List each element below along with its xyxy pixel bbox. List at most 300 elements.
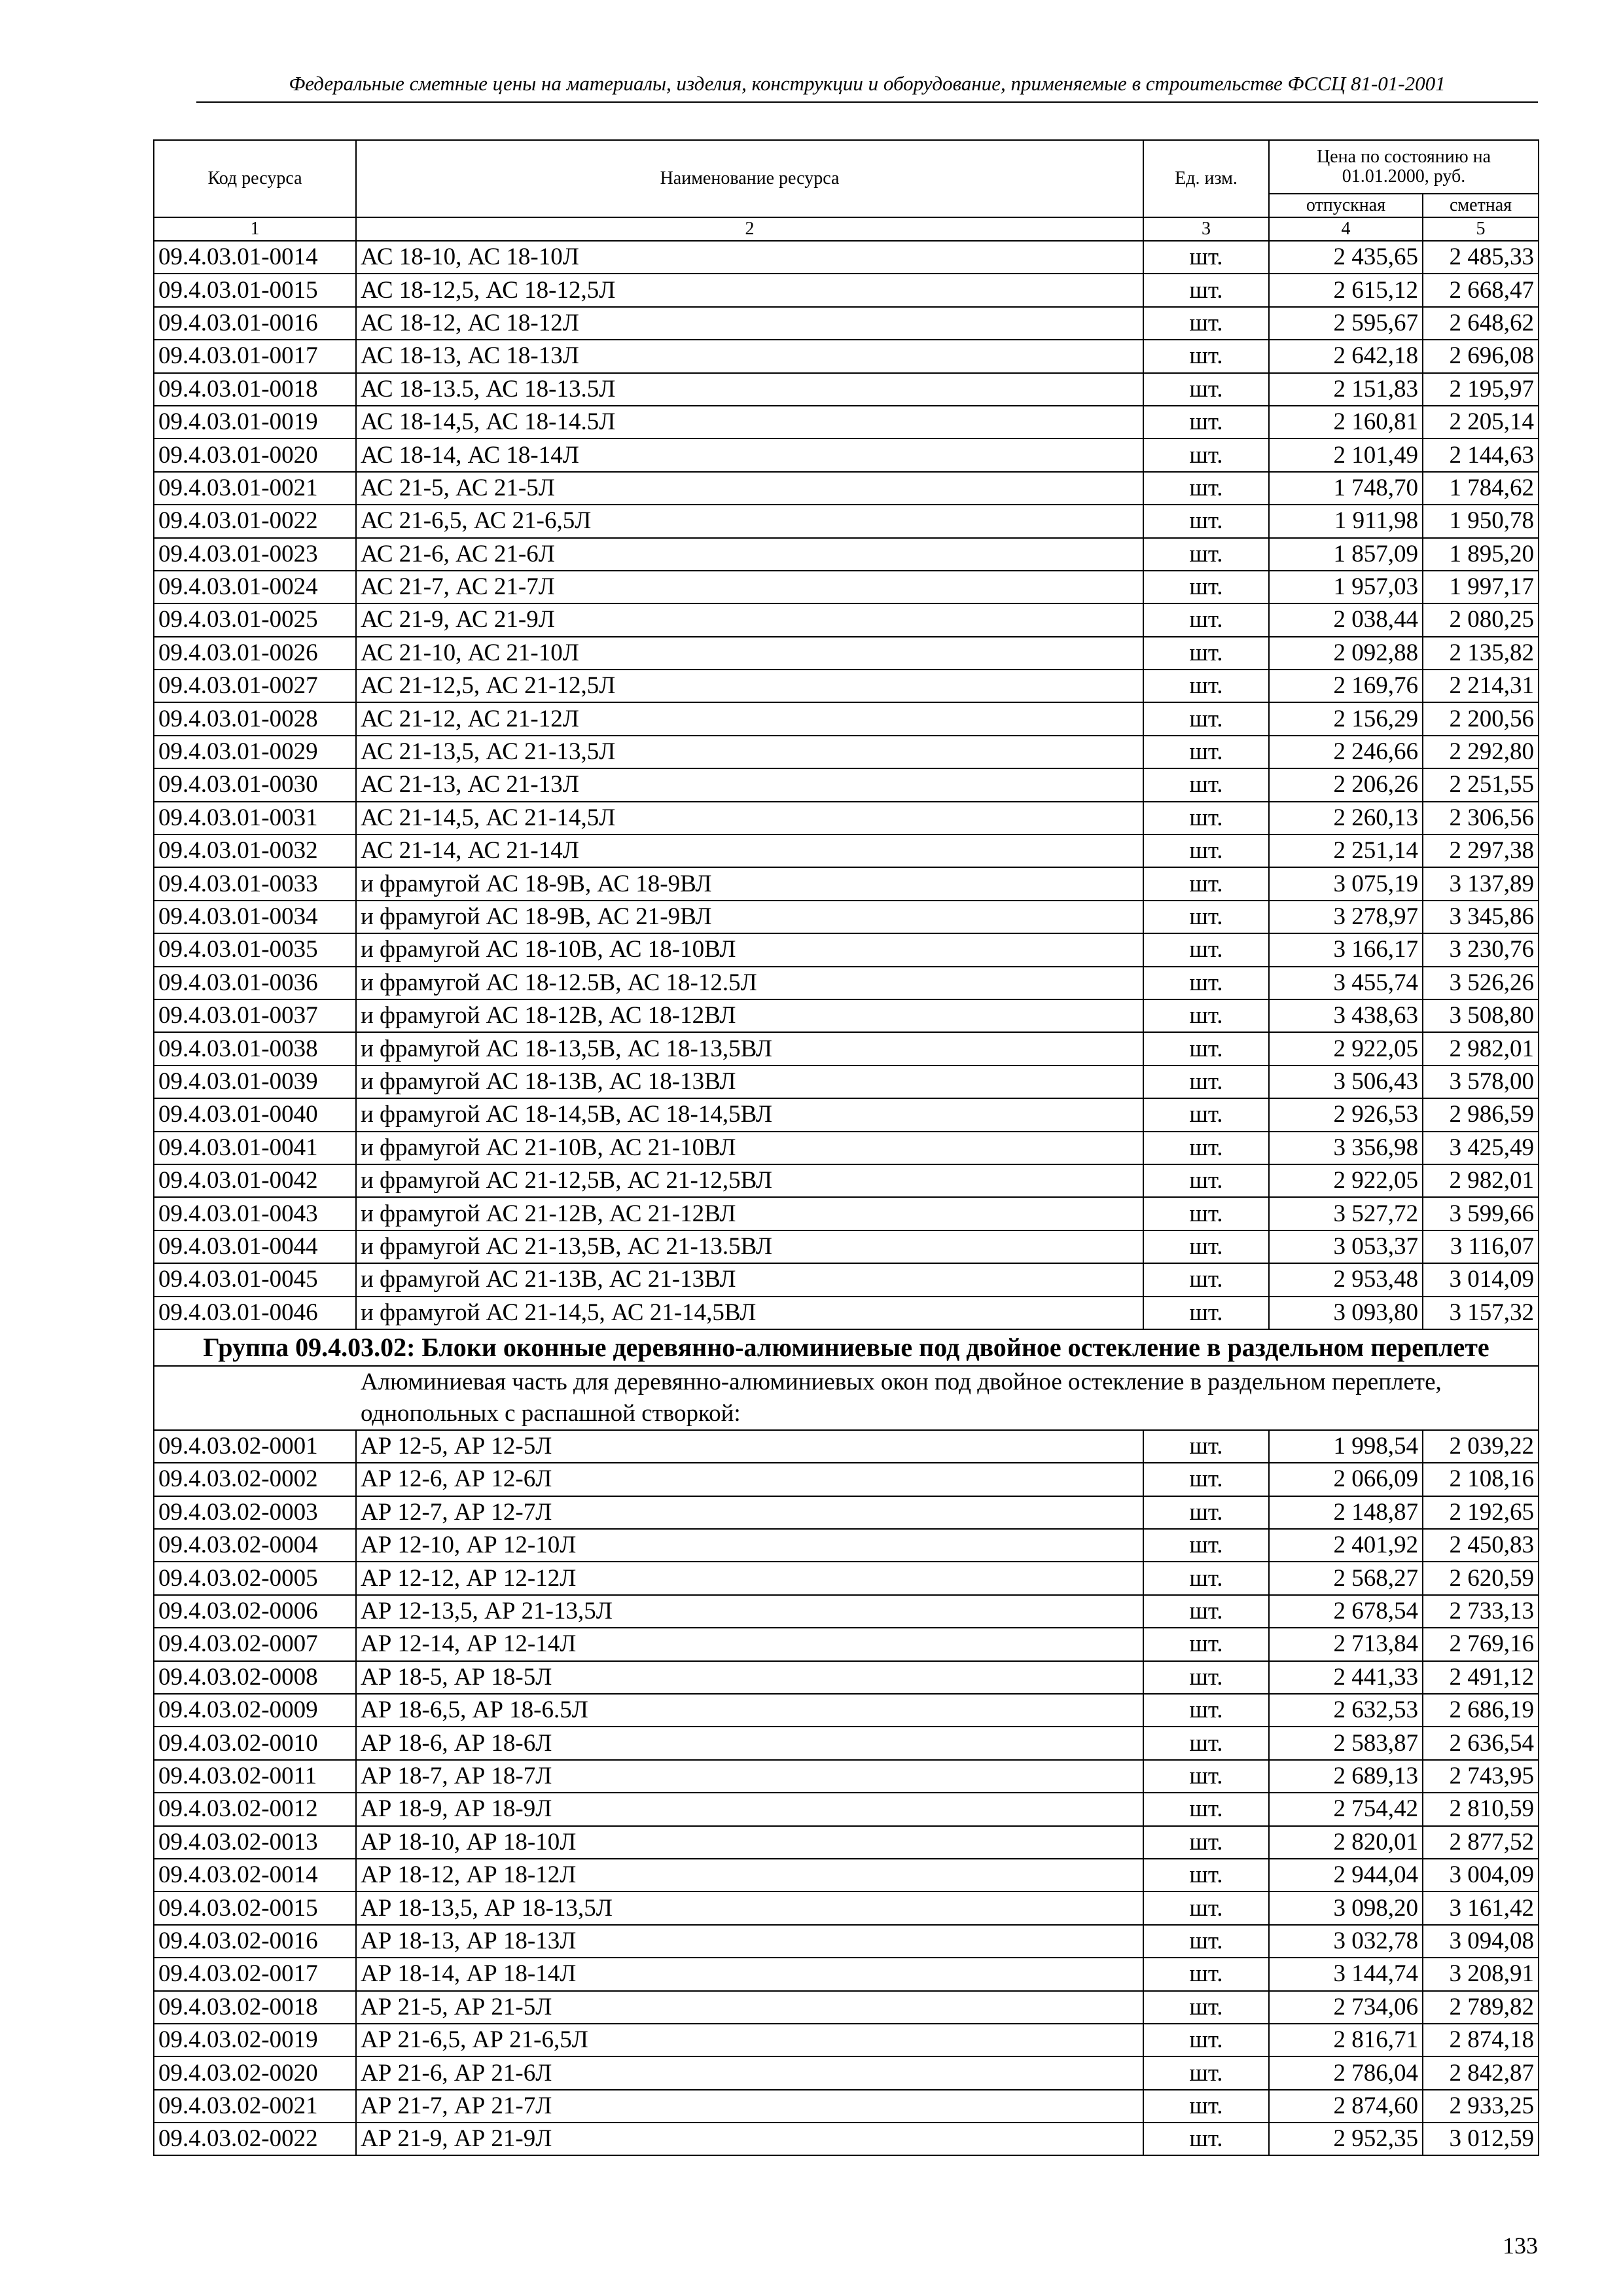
resource-name: АР 18-5, АР 18-5Л	[356, 1661, 1143, 1694]
resource-code: 09.4.03.01-0043	[154, 1197, 356, 1230]
resource-code: 09.4.03.02-0007	[154, 1628, 356, 1660]
estimate-price: 2 636,54	[1423, 1727, 1539, 1759]
resource-code: 09.4.03.01-0027	[154, 670, 356, 702]
release-price: 2 874,60	[1269, 2090, 1423, 2123]
resource-name: АС 21-12,5, АС 21-12,5Л	[356, 670, 1143, 702]
table-row	[154, 768, 1539, 801]
resource-code: 09.4.03.01-0039	[154, 1066, 356, 1098]
release-price: 2 038,44	[1269, 603, 1423, 636]
release-price: 2 820,01	[1269, 1826, 1423, 1859]
estimate-price: 2 306,56	[1423, 802, 1539, 834]
resource-name: АР 18-14, АР 18-14Л	[356, 1958, 1143, 1990]
unit-cell: шт.	[1143, 538, 1269, 571]
col-header-name: Наименование ресурса	[356, 140, 1143, 217]
table-row	[154, 241, 1539, 274]
unit-cell: шт.	[1143, 834, 1269, 867]
table-row	[154, 1263, 1539, 1296]
table-row	[154, 1826, 1539, 1859]
estimate-price: 1 997,17	[1423, 571, 1539, 603]
resource-name: АР 12-10, АР 12-10Л	[356, 1529, 1143, 1562]
estimate-price: 1 784,62	[1423, 472, 1539, 505]
resource-code: 09.4.03.01-0019	[154, 406, 356, 439]
resource-name: АС 21-10, АС 21-10Л	[356, 637, 1143, 670]
estimate-price: 2 842,87	[1423, 2056, 1539, 2089]
estimate-price: 2 668,47	[1423, 274, 1539, 306]
table-row	[154, 1793, 1539, 1825]
resource-name: и фрамугой АС 18-12В, АС 18-12ВЛ	[356, 999, 1143, 1032]
table-row	[154, 736, 1539, 768]
resource-code: 09.4.03.01-0018	[154, 373, 356, 406]
unit-cell: шт.	[1143, 1958, 1269, 1990]
resource-name: АС 21-6,5, АС 21-6,5Л	[356, 505, 1143, 537]
resource-name: и фрамугой АС 21-12В, АС 21-12ВЛ	[356, 1197, 1143, 1230]
resource-name: АС 18-12,5, АС 18-12,5Л	[356, 274, 1143, 306]
estimate-price: 2 039,22	[1423, 1430, 1539, 1463]
page-number: 133	[1503, 2233, 1538, 2259]
header-rule	[196, 101, 1538, 103]
estimate-price: 2 450,83	[1423, 1529, 1539, 1562]
release-price: 2 632,53	[1269, 1694, 1423, 1727]
release-price: 2 595,67	[1269, 307, 1423, 340]
resource-code: 09.4.03.01-0015	[154, 274, 356, 306]
resource-name: АС 21-6, АС 21-6Л	[356, 538, 1143, 571]
estimate-price: 2 986,59	[1423, 1098, 1539, 1131]
table-row	[154, 1164, 1539, 1197]
unit-cell: шт.	[1143, 1694, 1269, 1727]
release-price: 2 922,05	[1269, 1032, 1423, 1065]
unit-cell: шт.	[1143, 637, 1269, 670]
release-price: 3 032,78	[1269, 1925, 1423, 1958]
resource-name: АР 12-5, АР 12-5Л	[356, 1430, 1143, 1463]
release-price: 3 438,63	[1269, 999, 1423, 1032]
release-price: 2 435,65	[1269, 241, 1423, 274]
column-number: 3	[1143, 217, 1269, 241]
resource-name: АС 18-13, АС 18-13Л	[356, 340, 1143, 372]
unit-cell: шт.	[1143, 472, 1269, 505]
resource-code: 09.4.03.02-0013	[154, 1826, 356, 1859]
unit-cell: шт.	[1143, 967, 1269, 999]
resource-name: и фрамугой АС 18-13,5В, АС 18-13,5ВЛ	[356, 1032, 1143, 1065]
resource-code: 09.4.03.02-0014	[154, 1859, 356, 1892]
resource-name: АС 21-9, АС 21-9Л	[356, 603, 1143, 636]
resource-code: 09.4.03.01-0046	[154, 1297, 356, 1329]
resource-name: и фрамугой АС 18-9В, АС 21-9ВЛ	[356, 901, 1143, 933]
estimate-price: 2 648,62	[1423, 307, 1539, 340]
col-header-estimate: сметная	[1423, 194, 1539, 217]
estimate-price: 3 345,86	[1423, 901, 1539, 933]
unit-cell: шт.	[1143, 1032, 1269, 1065]
table-row	[154, 472, 1539, 505]
unit-cell: шт.	[1143, 1164, 1269, 1197]
release-price: 2 786,04	[1269, 2056, 1423, 2089]
estimate-price: 2 108,16	[1423, 1463, 1539, 1496]
resource-name: АС 21-13,5, АС 21-13,5Л	[356, 736, 1143, 768]
resource-name: и фрамугой АС 18-13В, АС 18-13ВЛ	[356, 1066, 1143, 1098]
resource-code: 09.4.03.01-0021	[154, 472, 356, 505]
resource-code: 09.4.03.02-0009	[154, 1694, 356, 1727]
resource-name: АР 12-14, АР 12-14Л	[356, 1628, 1143, 1660]
estimate-price: 2 297,38	[1423, 834, 1539, 867]
table-row	[154, 967, 1539, 999]
resource-name: АР 12-7, АР 12-7Л	[356, 1496, 1143, 1529]
resource-name: АР 18-6,5, АР 18-6.5Л	[356, 1694, 1143, 1727]
table-row	[154, 901, 1539, 933]
estimate-price: 3 157,32	[1423, 1297, 1539, 1329]
resource-code: 09.4.03.01-0042	[154, 1164, 356, 1197]
unit-cell: шт.	[1143, 241, 1269, 274]
resource-name: АР 12-6, АР 12-6Л	[356, 1463, 1143, 1496]
release-price: 2 251,14	[1269, 834, 1423, 867]
resource-name: АР 18-7, АР 18-7Л	[356, 1760, 1143, 1793]
table-row	[154, 834, 1539, 867]
resource-code: 09.4.03.01-0031	[154, 802, 356, 834]
table-row	[154, 670, 1539, 702]
resource-code: 09.4.03.02-0006	[154, 1595, 356, 1628]
resource-name: АС 21-14,5, АС 21-14,5Л	[356, 802, 1143, 834]
unit-cell: шт.	[1143, 1263, 1269, 1296]
unit-cell: шт.	[1143, 1230, 1269, 1263]
table-row	[154, 933, 1539, 966]
release-price: 1 857,09	[1269, 538, 1423, 571]
unit-cell: шт.	[1143, 1826, 1269, 1859]
estimate-price: 3 599,66	[1423, 1197, 1539, 1230]
estimate-price: 3 094,08	[1423, 1925, 1539, 1958]
resource-name: АС 18-10, АС 18-10Л	[356, 241, 1143, 274]
estimate-price: 2 874,18	[1423, 2024, 1539, 2056]
table-row	[154, 505, 1539, 537]
resource-code: 09.4.03.01-0037	[154, 999, 356, 1032]
resource-code: 09.4.03.02-0011	[154, 1760, 356, 1793]
table-row	[154, 1727, 1539, 1759]
resource-name: АР 18-9, АР 18-9Л	[356, 1793, 1143, 1825]
table-row	[154, 307, 1539, 340]
estimate-price: 2 686,19	[1423, 1694, 1539, 1727]
unit-cell: шт.	[1143, 802, 1269, 834]
resource-code: 09.4.03.01-0022	[154, 505, 356, 537]
resource-name: АС 21-5, АС 21-5Л	[356, 472, 1143, 505]
estimate-price: 3 014,09	[1423, 1263, 1539, 1296]
unit-cell: шт.	[1143, 1197, 1269, 1230]
table-row	[154, 702, 1539, 735]
resource-code: 09.4.03.01-0020	[154, 439, 356, 471]
table-row	[154, 1197, 1539, 1230]
table-row	[154, 340, 1539, 372]
table-row	[154, 439, 1539, 471]
resource-code: 09.4.03.02-0002	[154, 1463, 356, 1496]
resource-name: и фрамугой АС 18-14,5В, АС 18-14,5ВЛ	[356, 1098, 1143, 1131]
release-price: 2 148,87	[1269, 1496, 1423, 1529]
table-row	[154, 1925, 1539, 1958]
unit-cell: шт.	[1143, 1430, 1269, 1463]
resource-name: АС 21-13, АС 21-13Л	[356, 768, 1143, 801]
resource-code: 09.4.03.01-0024	[154, 571, 356, 603]
resource-name: и фрамугой АС 18-9В, АС 18-9ВЛ	[356, 867, 1143, 900]
unit-cell: шт.	[1143, 1297, 1269, 1329]
unit-cell: шт.	[1143, 603, 1269, 636]
estimate-price: 2 491,12	[1423, 1661, 1539, 1694]
resource-code: 09.4.03.02-0021	[154, 2090, 356, 2123]
resource-name: АР 21-6, АР 21-6Л	[356, 2056, 1143, 2089]
release-price: 3 278,97	[1269, 901, 1423, 933]
unit-cell: шт.	[1143, 1132, 1269, 1164]
resource-code: 09.4.03.01-0034	[154, 901, 356, 933]
table-row	[154, 571, 1539, 603]
unit-cell: шт.	[1143, 373, 1269, 406]
resource-name: и фрамугой АС 21-12,5В, АС 21-12,5ВЛ	[356, 1164, 1143, 1197]
resource-name: АС 18-14, АС 18-14Л	[356, 439, 1143, 471]
estimate-price: 2 214,31	[1423, 670, 1539, 702]
estimate-price: 2 144,63	[1423, 439, 1539, 471]
estimate-price: 2 080,25	[1423, 603, 1539, 636]
release-price: 2 734,06	[1269, 1991, 1423, 2024]
table-row	[154, 406, 1539, 439]
table-row	[154, 1991, 1539, 2024]
resource-name: АС 18-12, АС 18-12Л	[356, 307, 1143, 340]
resource-code: 09.4.03.02-0010	[154, 1727, 356, 1759]
release-price: 2 953,48	[1269, 1263, 1423, 1296]
table-row	[154, 1098, 1539, 1131]
resource-code: 09.4.03.02-0018	[154, 1991, 356, 2024]
table-row	[154, 274, 1539, 306]
unit-cell: шт.	[1143, 901, 1269, 933]
table-row	[154, 1463, 1539, 1496]
estimate-price: 2 933,25	[1423, 2090, 1539, 2123]
release-price: 3 098,20	[1269, 1892, 1423, 1924]
table-row	[154, 538, 1539, 571]
release-price: 2 156,29	[1269, 702, 1423, 735]
column-number: 1	[154, 217, 356, 241]
unit-cell: шт.	[1143, 702, 1269, 735]
estimate-price: 2 195,97	[1423, 373, 1539, 406]
release-price: 3 166,17	[1269, 933, 1423, 966]
unit-cell: шт.	[1143, 670, 1269, 702]
unit-cell: шт.	[1143, 1892, 1269, 1924]
release-price: 2 401,92	[1269, 1529, 1423, 1562]
unit-cell: шт.	[1143, 1595, 1269, 1628]
unit-cell: шт.	[1143, 1463, 1269, 1496]
resource-name: и фрамугой АС 21-13,5В, АС 21-13.5ВЛ	[356, 1230, 1143, 1263]
unit-cell: шт.	[1143, 571, 1269, 603]
unit-cell: шт.	[1143, 2123, 1269, 2155]
resource-code: 09.4.03.01-0041	[154, 1132, 356, 1164]
column-number: 4	[1269, 217, 1423, 241]
unit-cell: шт.	[1143, 340, 1269, 372]
table-row	[154, 1694, 1539, 1727]
release-price: 2 926,53	[1269, 1098, 1423, 1131]
table-row	[154, 1230, 1539, 1263]
estimate-price: 2 877,52	[1423, 1826, 1539, 1859]
resource-code: 09.4.03.02-0003	[154, 1496, 356, 1529]
release-price: 2 206,26	[1269, 768, 1423, 801]
table-row	[154, 802, 1539, 834]
release-price: 1 911,98	[1269, 505, 1423, 537]
release-price: 2 066,09	[1269, 1463, 1423, 1496]
resource-code: 09.4.03.02-0005	[154, 1562, 356, 1594]
estimate-price: 3 208,91	[1423, 1958, 1539, 1990]
table-row	[154, 1066, 1539, 1098]
resource-code: 09.4.03.01-0029	[154, 736, 356, 768]
estimate-price: 3 425,49	[1423, 1132, 1539, 1164]
column-number-row	[154, 217, 1539, 241]
release-price: 2 101,49	[1269, 439, 1423, 471]
unit-cell: шт.	[1143, 2024, 1269, 2056]
estimate-price: 2 982,01	[1423, 1032, 1539, 1065]
resource-code: 09.4.03.01-0030	[154, 768, 356, 801]
release-price: 2 952,35	[1269, 2123, 1423, 2155]
resource-code: 09.4.03.01-0044	[154, 1230, 356, 1263]
unit-cell: шт.	[1143, 1727, 1269, 1759]
subgroup-title: Алюминиевая часть для деревянно-алюминиевых окон под двойное остекление в раздельном переплете, однопольных с распашной створкой:	[154, 1366, 1539, 1430]
unit-cell: шт.	[1143, 933, 1269, 966]
estimate-price: 2 292,80	[1423, 736, 1539, 768]
release-price: 1 748,70	[1269, 472, 1423, 505]
resource-code: 09.4.03.01-0028	[154, 702, 356, 735]
unit-cell: шт.	[1143, 736, 1269, 768]
release-price: 1 998,54	[1269, 1430, 1423, 1463]
unit-cell: шт.	[1143, 1562, 1269, 1594]
estimate-price: 3 578,00	[1423, 1066, 1539, 1098]
resource-name: АС 21-7, АС 21-7Л	[356, 571, 1143, 603]
table-row	[154, 2090, 1539, 2123]
resource-name: АР 12-13,5, АР 21-13,5Л	[356, 1595, 1143, 1628]
unit-cell: шт.	[1143, 1793, 1269, 1825]
column-number: 2	[356, 217, 1143, 241]
release-price: 2 713,84	[1269, 1628, 1423, 1660]
release-price: 2 922,05	[1269, 1164, 1423, 1197]
estimate-price: 2 743,95	[1423, 1760, 1539, 1793]
release-price: 1 957,03	[1269, 571, 1423, 603]
col-header-release: отпускная	[1269, 194, 1423, 217]
resource-code: 09.4.03.01-0014	[154, 241, 356, 274]
unit-cell: шт.	[1143, 1496, 1269, 1529]
resource-code: 09.4.03.02-0016	[154, 1925, 356, 1958]
resource-code: 09.4.03.02-0020	[154, 2056, 356, 2089]
unit-cell: шт.	[1143, 274, 1269, 306]
unit-cell: шт.	[1143, 768, 1269, 801]
table-row	[154, 1859, 1539, 1892]
table-row	[154, 1958, 1539, 1990]
unit-cell: шт.	[1143, 1760, 1269, 1793]
estimate-price: 2 620,59	[1423, 1562, 1539, 1594]
release-price: 2 754,42	[1269, 1793, 1423, 1825]
resource-code: 09.4.03.01-0016	[154, 307, 356, 340]
estimate-price: 2 789,82	[1423, 1991, 1539, 2024]
unit-cell: шт.	[1143, 406, 1269, 439]
estimate-price: 2 192,65	[1423, 1496, 1539, 1529]
estimate-price: 2 485,33	[1423, 241, 1539, 274]
resource-code: 09.4.03.02-0012	[154, 1793, 356, 1825]
resource-name: АР 18-13, АР 18-13Л	[356, 1925, 1143, 1958]
table-row	[154, 2123, 1539, 2155]
unit-cell: шт.	[1143, 1925, 1269, 1958]
table-row	[154, 1496, 1539, 1529]
estimate-price: 1 895,20	[1423, 538, 1539, 571]
resource-code: 09.4.03.02-0019	[154, 2024, 356, 2056]
estimate-price: 3 161,42	[1423, 1892, 1539, 1924]
unit-cell: шт.	[1143, 1859, 1269, 1892]
subgroup-row	[154, 1366, 1539, 1430]
release-price: 3 075,19	[1269, 867, 1423, 900]
resource-name: АС 18-13.5, АС 18-13.5Л	[356, 373, 1143, 406]
release-price: 2 944,04	[1269, 1859, 1423, 1892]
unit-cell: шт.	[1143, 2090, 1269, 2123]
release-price: 2 689,13	[1269, 1760, 1423, 1793]
resource-name: АС 21-14, АС 21-14Л	[356, 834, 1143, 867]
resource-name: АР 18-12, АР 18-12Л	[356, 1859, 1143, 1892]
estimate-price: 3 526,26	[1423, 967, 1539, 999]
resource-name: и фрамугой АС 21-14,5, АС 21-14,5ВЛ	[356, 1297, 1143, 1329]
table-row	[154, 1892, 1539, 1924]
col-header-code: Код ресурса	[154, 140, 356, 217]
release-price: 3 527,72	[1269, 1197, 1423, 1230]
table-row	[154, 1760, 1539, 1793]
table-row	[154, 867, 1539, 900]
estimate-price: 1 950,78	[1423, 505, 1539, 537]
group-title: Группа 09.4.03.02: Блоки оконные деревянно-алюминиевые под двойное остекление в раздельном переплете	[154, 1329, 1539, 1366]
release-price: 2 260,13	[1269, 802, 1423, 834]
resource-code: 09.4.03.02-0008	[154, 1661, 356, 1694]
resource-name: АР 18-6, АР 18-6Л	[356, 1727, 1143, 1759]
resource-name: и фрамугой АС 18-12.5В, АС 18-12.5Л	[356, 967, 1143, 999]
group-title-row	[154, 1329, 1539, 1366]
estimate-price: 2 696,08	[1423, 340, 1539, 372]
col-header-unit: Ед. изм.	[1143, 140, 1269, 217]
release-price: 2 642,18	[1269, 340, 1423, 372]
unit-cell: шт.	[1143, 439, 1269, 471]
resource-code: 09.4.03.02-0022	[154, 2123, 356, 2155]
resource-code: 09.4.03.01-0038	[154, 1032, 356, 1065]
estimate-price: 2 205,14	[1423, 406, 1539, 439]
resource-code: 09.4.03.01-0035	[154, 933, 356, 966]
unit-cell: шт.	[1143, 2056, 1269, 2089]
resource-code: 09.4.03.01-0023	[154, 538, 356, 571]
resource-name: АР 18-10, АР 18-10Л	[356, 1826, 1143, 1859]
unit-cell: шт.	[1143, 1628, 1269, 1660]
table-row	[154, 1297, 1539, 1329]
unit-cell: шт.	[1143, 1661, 1269, 1694]
unit-cell: шт.	[1143, 867, 1269, 900]
resource-code: 09.4.03.02-0004	[154, 1529, 356, 1562]
release-price: 2 816,71	[1269, 2024, 1423, 2056]
estimate-price: 2 810,59	[1423, 1793, 1539, 1825]
resource-code: 09.4.03.02-0017	[154, 1958, 356, 1990]
estimate-price: 2 200,56	[1423, 702, 1539, 735]
estimate-price: 2 982,01	[1423, 1164, 1539, 1197]
estimate-price: 2 251,55	[1423, 768, 1539, 801]
resource-name: АР 21-5, АР 21-5Л	[356, 1991, 1143, 2024]
release-price: 3 053,37	[1269, 1230, 1423, 1263]
unit-cell: шт.	[1143, 307, 1269, 340]
release-price: 2 678,54	[1269, 1595, 1423, 1628]
price-table	[153, 139, 1539, 2156]
table-row	[154, 1628, 1539, 1660]
estimate-price: 3 230,76	[1423, 933, 1539, 966]
unit-cell: шт.	[1143, 1066, 1269, 1098]
release-price: 2 615,12	[1269, 274, 1423, 306]
col-header-price: Цена по состоянию на 01.01.2000, руб.	[1269, 140, 1539, 194]
table-row	[154, 1132, 1539, 1164]
table-row	[154, 603, 1539, 636]
resource-code: 09.4.03.01-0025	[154, 603, 356, 636]
table-row	[154, 1430, 1539, 1463]
unit-cell: шт.	[1143, 999, 1269, 1032]
resource-code: 09.4.03.01-0026	[154, 637, 356, 670]
table-row	[154, 2056, 1539, 2089]
estimate-price: 3 012,59	[1423, 2123, 1539, 2155]
table-row	[154, 2024, 1539, 2056]
estimate-price: 3 116,07	[1423, 1230, 1539, 1263]
table-header-row	[154, 140, 1539, 194]
